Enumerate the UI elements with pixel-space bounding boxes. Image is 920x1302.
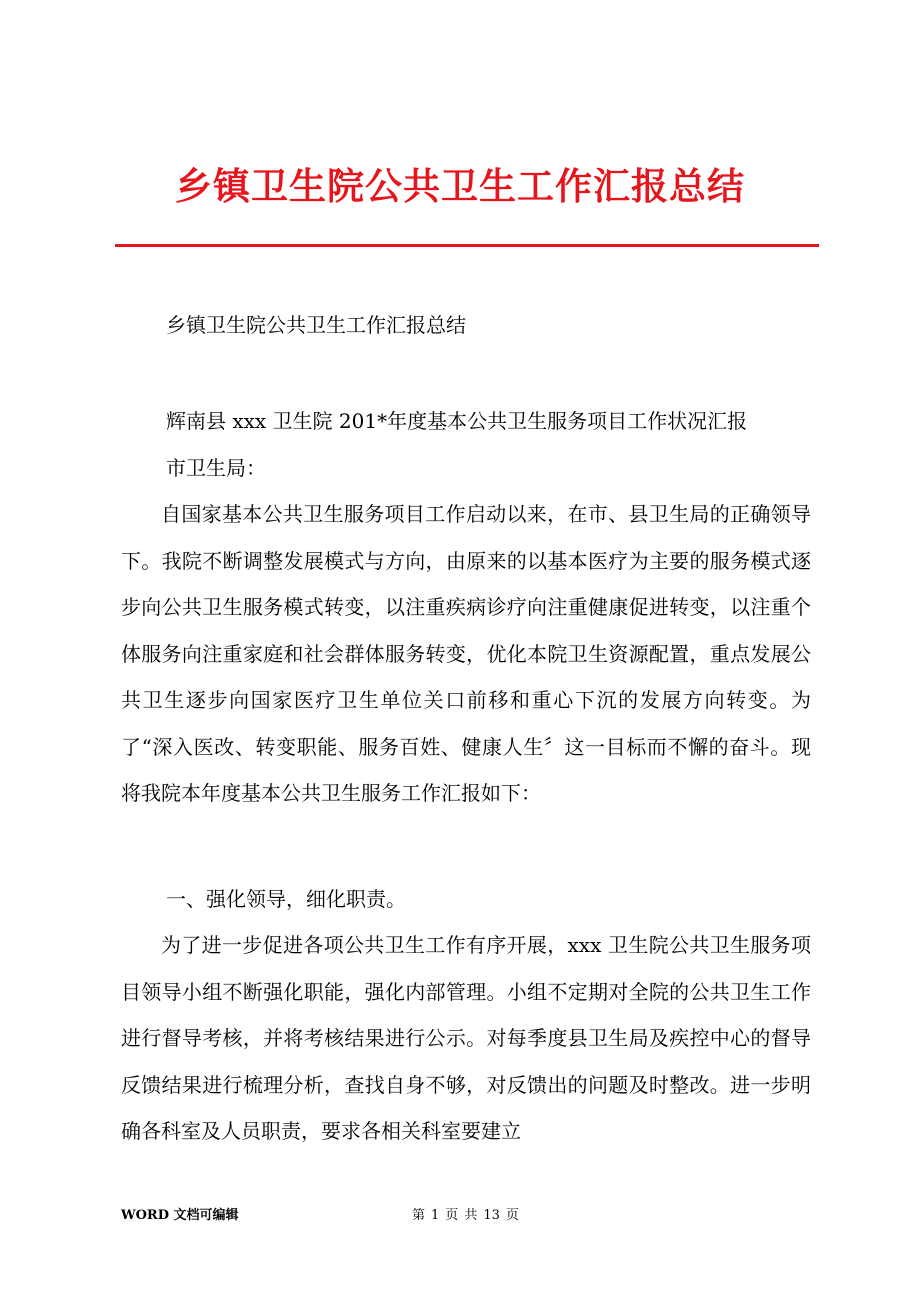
paragraph-intro: 自国家基本公共卫生服务项目工作启动以来，在市、县卫生局的正确领导下。我院不断调整发展模式与方向，由原来的以基本医疗为主要的服务模式逐步向公共卫生服务模式转变，以注重疾病诊疗向注重健康促进转变，以注重个体服务向注重家庭和社会群体服务转变，优化本院卫生资源配置，重点发展公共卫生逐步向国家医疗卫生单位关口前移和重心下沉的发展方向转变。为了“深入医改、转变职能、服务百姓、健康人生〞这一目标而不懈的奋斗。现将我院本年度基本公共卫生服务工作汇报如下：	[121, 502, 811, 805]
recipient-line: 市卫生局：	[166, 456, 266, 480]
section-heading-1: 一、强化领导，细化职责。	[166, 887, 406, 911]
page-mid: 页	[445, 1208, 459, 1223]
page-current: 1	[431, 1208, 440, 1223]
page-total: 13	[483, 1208, 500, 1223]
paragraph-section-1: 为了进一步促进各项公共卫生工作有序开展，xxx 卫生院公共卫生服务项目领导小组不断强化职能，强化内部管理。小组不定期对全院的公共卫生工作进行督导考核，并将考核结果进行公示。对每季度县卫生局及疾控中心的督导反馈结果进行梳理分析，查找自身不够，对反馈出的问题及时整改。进一步明确各科室及人员职责，要求各相关科室要建立	[121, 933, 811, 1143]
page-prefix: 第	[412, 1208, 426, 1223]
report-title: 辉南县 xxx 卫生院 201*年度基本公共卫生服务项目工作状况汇报	[166, 409, 748, 433]
document-title: 乡镇卫生院公共卫生工作汇报总结	[175, 164, 745, 208]
page-suffix: 页	[505, 1208, 519, 1223]
page-total-prefix: 共	[464, 1208, 478, 1223]
heading-repeat: 乡镇卫生院公共卫生工作汇报总结	[166, 313, 466, 337]
footer-editable-label: WORD 文档可编辑	[121, 1208, 239, 1223]
footer-page-number	[412, 1207, 525, 1225]
title-divider	[115, 244, 819, 247]
